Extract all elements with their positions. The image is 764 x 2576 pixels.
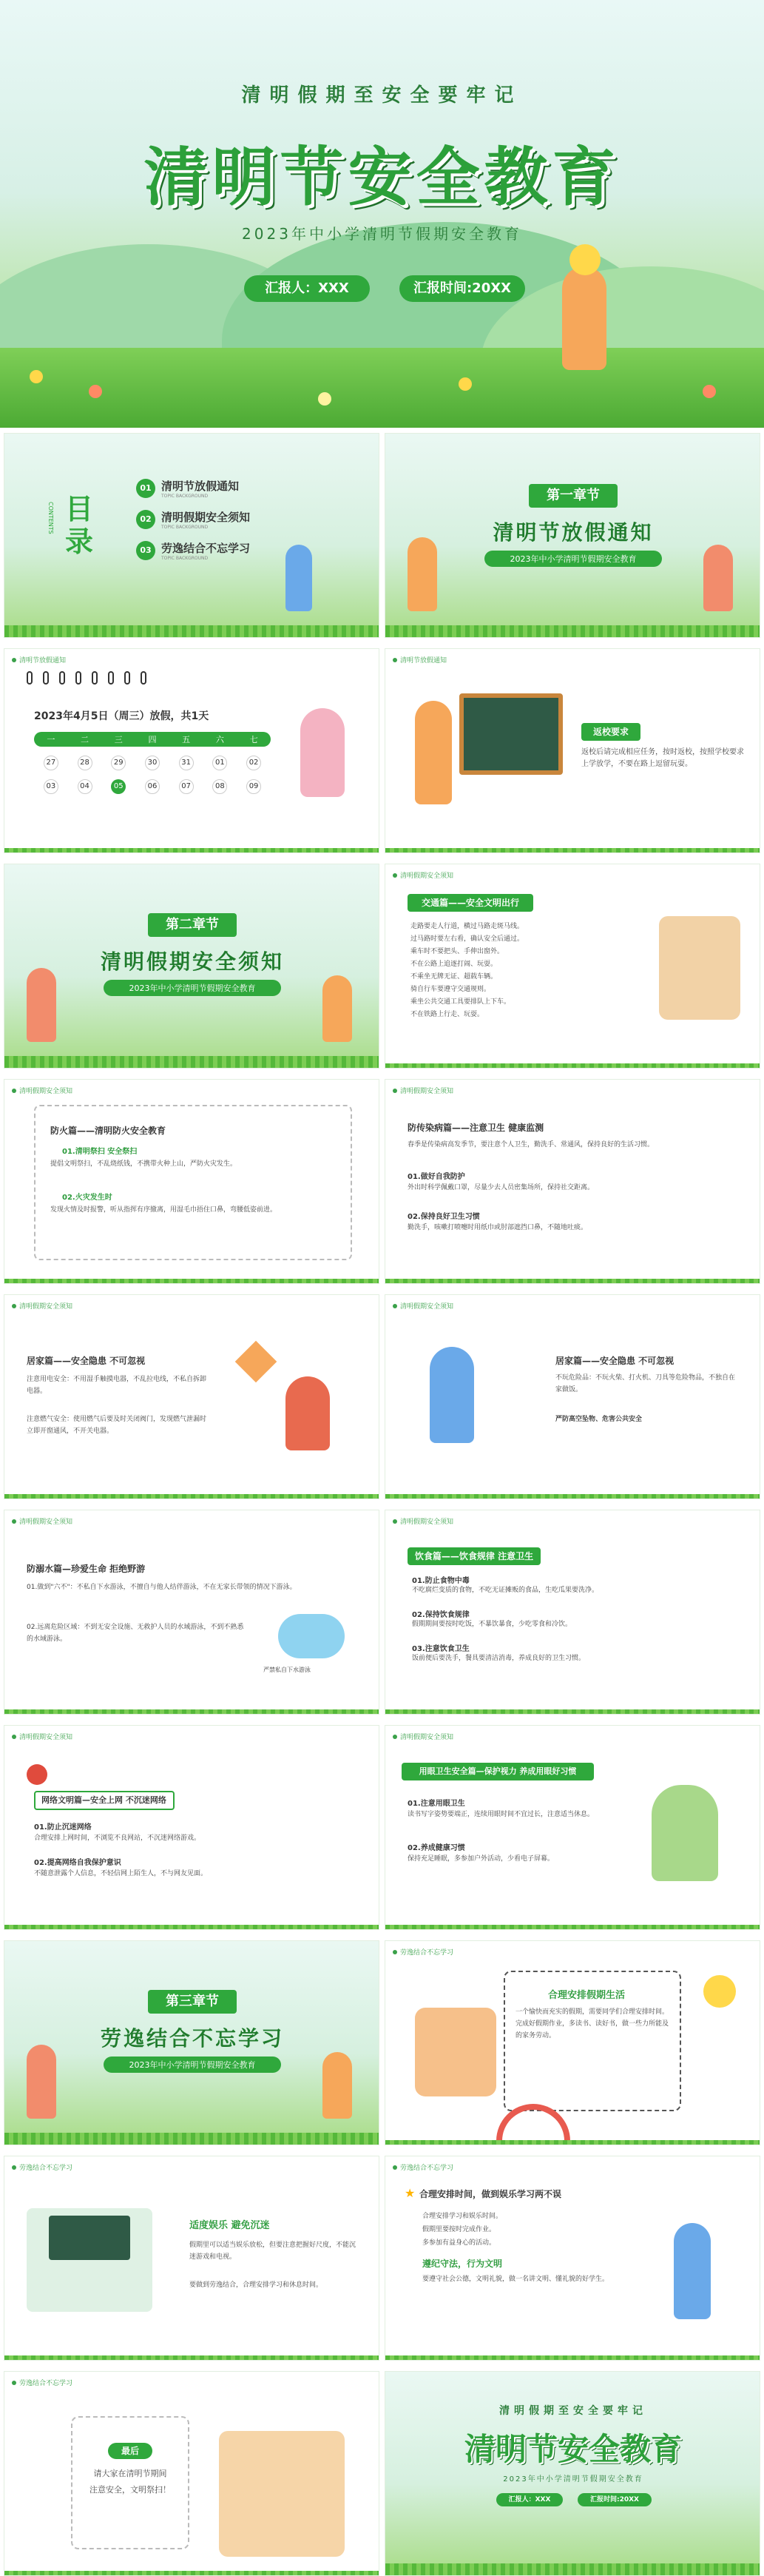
cover-subtitle: 2023年中小学清明节假期安全教育 — [242, 225, 522, 243]
tag-dot-icon — [393, 873, 397, 878]
grass-strip — [4, 1709, 379, 1714]
notice-return-slide[interactable] — [385, 648, 760, 853]
tag-dot-icon — [12, 1304, 16, 1308]
chapter3-slide[interactable] — [4, 1940, 379, 2145]
section-heading: 合理安排假期生活 — [548, 1990, 626, 2001]
subsection-text: 饭前便后要洗手，餐具要清洁消毒，养成良好的卫生习惯。 — [412, 1655, 586, 1662]
plan-slide[interactable] — [385, 1940, 760, 2145]
end-slogan: 清明假期至安全要牢记 — [499, 2405, 647, 2417]
end-title: 清明节安全教育 — [464, 2431, 682, 2467]
toc-sublabel: TOPIC BACKGROUND — [161, 494, 209, 499]
slide-tag: 劳逸结合不忘学习 — [393, 1947, 453, 1957]
tag-dot-icon — [393, 1089, 397, 1093]
slide-tag: 清明假期安全须知 — [393, 1301, 453, 1311]
child-illustration — [27, 2045, 56, 2119]
girl-illustration — [562, 266, 606, 370]
toc-heading-en: CONTENTS — [47, 502, 54, 534]
traffic-list: 走路要走人行道，横过马路走斑马线。 过马路时要左右看，确认安全后通过。 乘车时不要把头、手伸出窗外。 不在公路上追逐打闹、玩耍。 不乘坐无牌无证、超载车辆。 骑自行车要遵守交通规则。 乘坐公共交通工具要排队上下车。 不在铁路上行走、玩耍。 — [410, 923, 524, 1018]
boy-backpack-illustration — [674, 2223, 711, 2319]
subsection-heading: 02.养成健康习惯 — [408, 1844, 465, 1852]
child-illustration — [322, 975, 352, 1042]
blackboard-illustration — [459, 693, 563, 775]
subsection-text: 假期期间要按时吃饭，不暴饮暴食，少吃零食和冷饮。 — [412, 1621, 572, 1628]
subsection-heading: 01.防止沉迷网络 — [34, 1823, 92, 1832]
slide-tag: 清明假期安全须知 — [393, 1732, 453, 1741]
blackboard-illustration — [49, 2216, 130, 2260]
fire-slide[interactable] — [4, 1079, 379, 1284]
flower-icon — [459, 377, 472, 391]
slide-tag: 清明假期安全须知 — [12, 1301, 72, 1311]
calendar-rings — [27, 671, 146, 685]
section-heading: 防溺水篇—珍爱生命 拒绝野游 — [27, 1564, 146, 1574]
tag-dot-icon — [12, 2381, 16, 2385]
subsection-heading: 01.注意用眼卫生 — [408, 1800, 465, 1808]
slide-tag: 劳逸结合不忘学习 — [393, 2162, 453, 2172]
flower-icon — [30, 370, 43, 383]
drowning-slide[interactable] — [4, 1510, 379, 1715]
subsection-heading: 02.提高网络自我保护意识 — [34, 1859, 121, 1867]
section-text: 严防高空坠物、危害公共安全 — [555, 1416, 643, 1423]
slide-tag: 清明节放假通知 — [393, 655, 447, 665]
grass-strip — [385, 2140, 760, 2145]
section-text: 02.远离危险区域：不到无安全设施、无救护人员的水域游泳，不到不熟悉的水域游泳。 — [27, 1624, 244, 1643]
closing-line: 注意安全，文明祭扫！ — [89, 2485, 171, 2495]
calendar-row: 27 28 29 30 31 01 02 — [34, 756, 271, 770]
reporter-badge: 汇报人：XXX — [496, 2493, 563, 2506]
chapter-subtitle: 2023年中小学清明节假期安全教育 — [484, 551, 662, 567]
child-umbrella-illustration — [285, 545, 312, 611]
tag-dot-icon — [393, 1519, 397, 1524]
section-heading: 返校要求 — [581, 723, 640, 741]
section-text: 不玩危险品：不玩火柴、打火机、刀具等危险物品，不独自在家做饭。 — [555, 1374, 736, 1393]
girl-balloon-illustration — [300, 708, 345, 797]
grass-strip — [4, 1925, 379, 1929]
calendar-row: 03 04 05 06 07 08 09 — [34, 779, 271, 794]
subsection-text: 保持充足睡眠，多参加户外活动，少看电子屏幕。 — [408, 1855, 555, 1863]
section-heading: 居家篇——安全隐患 不可忽视 — [555, 1356, 675, 1366]
home-safety-slide-1[interactable] — [4, 1294, 379, 1499]
end-slide[interactable] — [385, 2371, 760, 2576]
toc-label: 清明假期安全须知 — [161, 511, 251, 524]
toc-item[interactable] — [136, 540, 250, 561]
toc-sublabel: TOPIC BACKGROUND — [161, 556, 209, 561]
tag-dot-icon — [393, 658, 397, 662]
section-text: 要做到劳逸结合，合理安排学习和休息时间。 — [189, 2281, 323, 2289]
grass-strip — [4, 1056, 379, 1068]
section-heading: 合理安排时间，做到娱乐学习两不误 — [419, 2189, 562, 2199]
final-slide[interactable] — [4, 2371, 379, 2576]
closing-line: 请大家在清明节期间 — [93, 2469, 167, 2478]
subsection-heading: 01.防止食物中毒 — [412, 1577, 470, 1585]
chapter1-slide[interactable] — [385, 433, 760, 638]
chapter-subtitle: 2023年中小学清明节假期安全教育 — [104, 2057, 281, 2073]
tag-dot-icon — [12, 1519, 16, 1524]
holiday-highlight: 05 — [111, 779, 126, 794]
subsection-heading: 02.火灾发生时 — [62, 1194, 112, 1202]
toc-heading: 目录 — [65, 493, 94, 558]
section-text: 返校后请完成相应任务，按时返校，按照学校要求上学放学，不要在路上逗留玩耍。 — [581, 748, 744, 768]
balance-list: 合理安排学习和娱乐时间。 假期里要按时完成作业。 多参加有益身心的活动。 — [422, 2213, 503, 2247]
chapter2-slide[interactable] — [4, 864, 379, 1069]
toc-label: 劳逸结合不忘学习 — [161, 542, 251, 555]
tag-dot-icon — [12, 1089, 16, 1093]
section-heading: 适度娱乐 避免沉迷 — [189, 2220, 270, 2231]
cover-title: 清明节安全教育 — [143, 141, 621, 215]
slide-tag: 清明假期安全须知 — [12, 1516, 72, 1526]
subsection-text: 合理安排上网时间，不浏览不良网站，不沉迷网络游戏。 — [34, 1835, 201, 1842]
internet-slide[interactable] — [4, 1725, 379, 1930]
section-text: 假期里可以适当娱乐放松，但要注意把握好尺度，不能沉迷游戏和电视。 — [189, 2242, 356, 2261]
tag-dot-icon — [393, 1950, 397, 1954]
sun-icon — [703, 1975, 736, 2008]
section-heading: 防火篇——清明防火安全教育 — [50, 1126, 166, 1136]
subsection-heading: 01.清明祭扫 安全祭扫 — [62, 1148, 138, 1156]
toc-number: 02 — [136, 510, 155, 529]
slide-tag: 劳逸结合不忘学习 — [12, 2162, 72, 2172]
section-heading: 最后 — [108, 2443, 152, 2459]
kids-sign-illustration — [219, 2431, 345, 2557]
flower-icon — [703, 385, 716, 398]
chapter-badge: 第三章节 — [148, 1990, 237, 2014]
meadow — [0, 348, 764, 428]
recreation-slide[interactable] — [4, 2156, 379, 2361]
tag-dot-icon — [393, 2165, 397, 2170]
subsection-text: 不吃腐烂变质的食物，不吃无证摊贩的食品，生吃瓜果要洗净。 — [412, 1587, 599, 1594]
holiday-date: 2023年4月5日（周三）放假，共1天 — [34, 710, 209, 722]
section-heading: 饮食篇——饮食规律 注意卫生 — [408, 1547, 541, 1565]
tag-dot-icon — [12, 1735, 16, 1739]
swimming-illustration — [278, 1614, 345, 1658]
subsection-text: 勤洗手，咳嗽打喷嚏时用纸巾或肘部遮挡口鼻，不随地吐痰。 — [408, 1224, 588, 1231]
chapter-title: 清明假期安全须知 — [100, 949, 284, 974]
kite-illustration — [235, 1341, 277, 1383]
section-heading: 防传染病篇——注意卫生 健康监测 — [408, 1123, 544, 1133]
grass-strip — [385, 2355, 760, 2360]
grass-strip — [385, 1925, 760, 1929]
calendar-weekdays: 一 二 三 四 五 六 七 — [34, 732, 271, 747]
subsection-text: 提倡文明祭扫，不乱烧纸钱，不携带火种上山，严防火灾发生。 — [50, 1160, 237, 1168]
toc-number: 01 — [136, 479, 155, 498]
chapter-badge: 第二章节 — [148, 913, 237, 937]
time-badge: 汇报时间:20XX — [399, 275, 525, 302]
toc-label: 清明节放假通知 — [161, 480, 240, 493]
section-heading: 网络文明篇—安全上网 不沉迷网络 — [34, 1791, 175, 1810]
food-slide[interactable] — [385, 1510, 760, 1715]
toc-number: 03 — [136, 541, 155, 560]
chapter-title: 劳逸结合不忘学习 — [100, 2026, 284, 2051]
child-plug-illustration — [430, 1347, 474, 1443]
toc-slide[interactable] — [4, 433, 379, 638]
cover-slogan: 清明假期至安全要牢记 — [241, 84, 523, 107]
slide-tag: 劳逸结合不忘学习 — [12, 2378, 72, 2387]
notice-calendar-slide[interactable] — [4, 648, 379, 853]
toc-item[interactable] — [136, 509, 250, 530]
section-text: 一个愉快而充实的假期，需要同学们合理安排时间。完成好假期作业，多读书、读好书，做一些力所能及的家务劳动。 — [515, 2008, 669, 2039]
tag-dot-icon — [393, 1304, 397, 1308]
subsection-heading: 01.做好自我防护 — [408, 1173, 465, 1181]
balance-slide[interactable] — [385, 2156, 760, 2361]
content-card — [71, 2416, 189, 2549]
star-icon: ★ — [405, 2186, 416, 2200]
section-text: 注意燃气安全：使用燃气后要及时关闭阀门，发现燃气泄漏时立即开窗通风，不开关电器。 — [27, 1416, 207, 1435]
child-reading-illustration — [415, 2008, 496, 2096]
grass-strip — [385, 1709, 760, 1714]
chapter-badge: 第一章节 — [529, 484, 618, 508]
end-subtitle: 2023年中小学清明节假期安全教育 — [503, 2475, 643, 2483]
grass-strip — [385, 1279, 760, 1283]
cover-slide[interactable] — [0, 0, 764, 428]
toc-sublabel: TOPIC BACKGROUND — [161, 525, 209, 530]
grass-strip — [4, 1494, 379, 1499]
tag-dot-icon — [12, 658, 16, 662]
subsection-text: 读书写字姿势要端正，连续用眼时间不宜过长，注意适当休息。 — [408, 1811, 595, 1818]
section-text: 注意用电安全：不用湿手触摸电器，不乱拉电线，不私自拆卸电器。 — [27, 1376, 207, 1395]
toc-item[interactable] — [136, 478, 250, 499]
child-illustration — [322, 2052, 352, 2119]
section-text: 要遵守社会公德，文明礼貌，做一名讲文明、懂礼貌的好学生。 — [422, 2276, 609, 2283]
illustration-caption: 严禁私自下水游泳 — [263, 1667, 311, 1673]
flower-icon — [318, 392, 331, 406]
child-illustration — [408, 537, 437, 611]
child-illustration — [27, 968, 56, 1042]
teacher-illustration — [415, 701, 452, 804]
tag-dot-icon — [393, 1735, 397, 1739]
grass-strip — [385, 2563, 760, 2575]
reporter-badge: 汇报人：XXX — [244, 275, 370, 302]
slide-tag: 清明假期安全须知 — [12, 1086, 72, 1095]
subsection-text: 外出时科学佩戴口罩，尽量少去人员密集场所，保持社交距离。 — [408, 1184, 595, 1191]
eye-care-slide[interactable] — [385, 1725, 760, 1930]
flower-icon — [27, 1764, 47, 1785]
slide-tag: 清明假期安全须知 — [393, 1516, 453, 1526]
epidemic-slide[interactable] — [385, 1079, 760, 1284]
home-safety-slide-2[interactable] — [385, 1294, 760, 1499]
grass-strip — [385, 625, 760, 637]
boy-kite-illustration — [285, 1376, 330, 1450]
girl-hat — [569, 244, 601, 275]
grass-strip — [4, 848, 379, 852]
section-heading: 居家篇——安全隐患 不可忽视 — [27, 1356, 146, 1366]
grass-strip — [385, 848, 760, 852]
subsection-heading: 02.保持饮食规律 — [412, 1611, 470, 1619]
subsection-text: 发现火情及时报警，听从指挥有序撤离，用湿毛巾捂住口鼻，弯腰低姿前进。 — [50, 1206, 277, 1214]
intro-text: 春季是传染病高发季节，要注意个人卫生，勤洗手、常通风，保持良好的生活习惯。 — [408, 1141, 655, 1149]
subsection-text: 不随意泄露个人信息，不轻信网上陌生人，不与网友见面。 — [34, 1870, 208, 1877]
kids-studying-illustration — [659, 916, 740, 1020]
time-badge: 汇报时间:20XX — [578, 2493, 652, 2506]
tag-dot-icon — [12, 2165, 16, 2170]
grass-strip — [4, 2133, 379, 2145]
subsection-heading: 02.保持良好卫生习惯 — [408, 1213, 480, 1221]
slide-tag: 清明假期安全须知 — [393, 870, 453, 880]
grass-strip — [4, 625, 379, 637]
slide-tag: 清明节放假通知 — [12, 655, 66, 665]
subsection-heading: 03.注意饮食卫生 — [412, 1645, 470, 1653]
grass-strip — [4, 1279, 379, 1283]
child-illustration — [703, 545, 733, 611]
slide-tag: 清明假期安全须知 — [12, 1732, 72, 1741]
girl-reading-illustration — [652, 1785, 718, 1881]
traffic-slide[interactable] — [385, 864, 760, 1069]
chapter-title: 清明节放假通知 — [493, 520, 654, 545]
section-heading: 遵纪守法，行为文明 — [422, 2259, 503, 2269]
flower-icon — [89, 385, 102, 398]
section-heading: 用眼卫生安全篇—保护视力 养成用眼好习惯 — [402, 1763, 594, 1780]
section-heading: 交通篇——安全文明出行 — [408, 894, 533, 912]
toc-list — [136, 478, 250, 561]
grass-strip — [4, 2571, 379, 2575]
grass-strip — [385, 1494, 760, 1499]
chapter-subtitle: 2023年中小学清明节假期安全教育 — [104, 980, 281, 996]
slide-tag: 清明假期安全须知 — [393, 1086, 453, 1095]
section-text: 01.做到"六不"：不私自下水游泳，不擅自与他人结伴游泳，不在无家长带领的情况下游泳。 — [27, 1584, 297, 1591]
grass-strip — [385, 1063, 760, 1068]
grass-strip — [4, 2355, 379, 2360]
